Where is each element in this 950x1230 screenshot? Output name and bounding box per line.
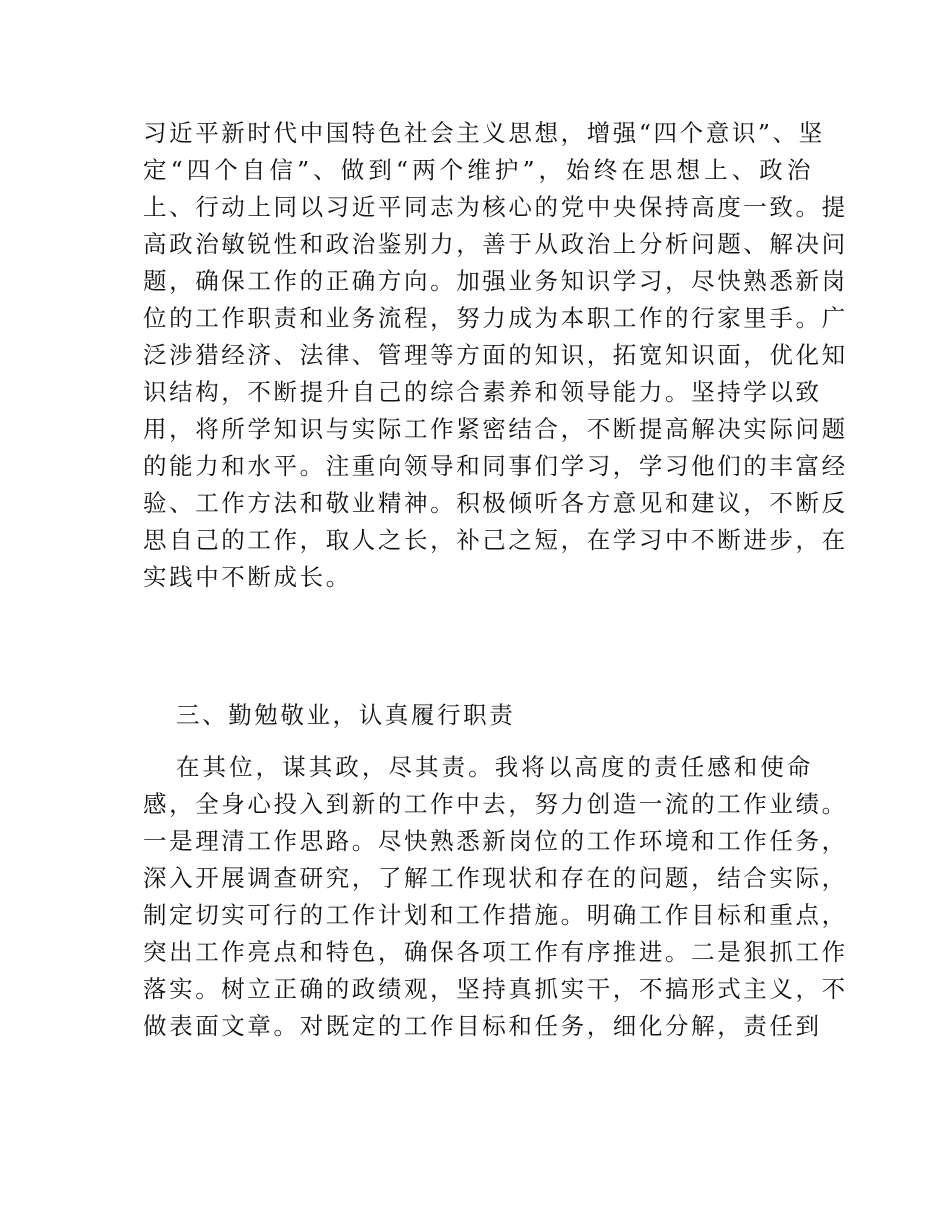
paragraph-line: 的能力和水平。注重向领导和同事们学习，学习他们的丰富经: [143, 452, 848, 480]
paragraph-line: 落实。树立正确的政绩观，坚持真抓实干，不搞形式主义，不: [143, 975, 848, 1003]
body-paragraph-2: [143, 749, 848, 1045]
paragraph-line: 题，确保工作的正确方向。加强业务知识学习，尽快熟悉新岗: [143, 267, 848, 295]
paragraph-line: 泛涉猎经济、法律、管理等方面的知识，拓宽知识面，优化知: [143, 341, 848, 369]
paragraph-line: 实践中不断成长。: [143, 563, 352, 591]
paragraph-line: 定“四个自信”、做到“两个维护”，始终在思想上、政治: [143, 156, 813, 184]
paragraph-line: 深入开展调查研究，了解工作现状和存在的问题，结合实际，: [143, 864, 848, 892]
paragraph-line: 突出工作亮点和特色，确保各项工作有序推进。二是狠抓工作: [143, 938, 848, 966]
paragraph-line: 识结构，不断提升自己的综合素养和领导能力。坚持学以致: [143, 378, 822, 406]
paragraph-line: 在其位，谋其政，尽其责。我将以高度的责任感和使命: [176, 753, 813, 781]
body-paragraph-1: [143, 115, 848, 596]
section-heading: 三、勤勉敬业，认真履行职责: [176, 701, 516, 729]
paragraph-line: 做表面文章。对既定的工作目标和任务，细化分解，责任到: [143, 1012, 822, 1040]
paragraph-line: 一是理清工作思路。尽快熟悉新岗位的工作环境和工作任务，: [143, 827, 848, 855]
paragraph-line: 上、行动上同以习近平同志为核心的党中央保持高度一致。提: [143, 193, 848, 221]
paragraph-line: 用，将所学知识与实际工作紧密结合，不断提高解决实际问题: [143, 415, 848, 443]
paragraph-line: 制定切实可行的工作计划和工作措施。明确工作目标和重点，: [143, 901, 848, 929]
paragraph-line: 高政治敏锐性和政治鉴别力，善于从政治上分析问题、解决问: [143, 230, 848, 258]
paragraph-line: 习近平新时代中国特色社会主义思想，增强“四个意识”、坚: [143, 119, 825, 147]
paragraph-line: 感，全身心投入到新的工作中去，努力创造一流的工作业绩。: [143, 790, 848, 818]
paragraph-line: 思自己的工作，取人之长，补己之短，在学习中不断进步，在: [143, 526, 848, 554]
paragraph-line: 位的工作职责和业务流程，努力成为本职工作的行家里手。广: [143, 304, 848, 332]
paragraph-line: 验、工作方法和敬业精神。积极倾听各方意见和建议，不断反: [143, 489, 848, 517]
